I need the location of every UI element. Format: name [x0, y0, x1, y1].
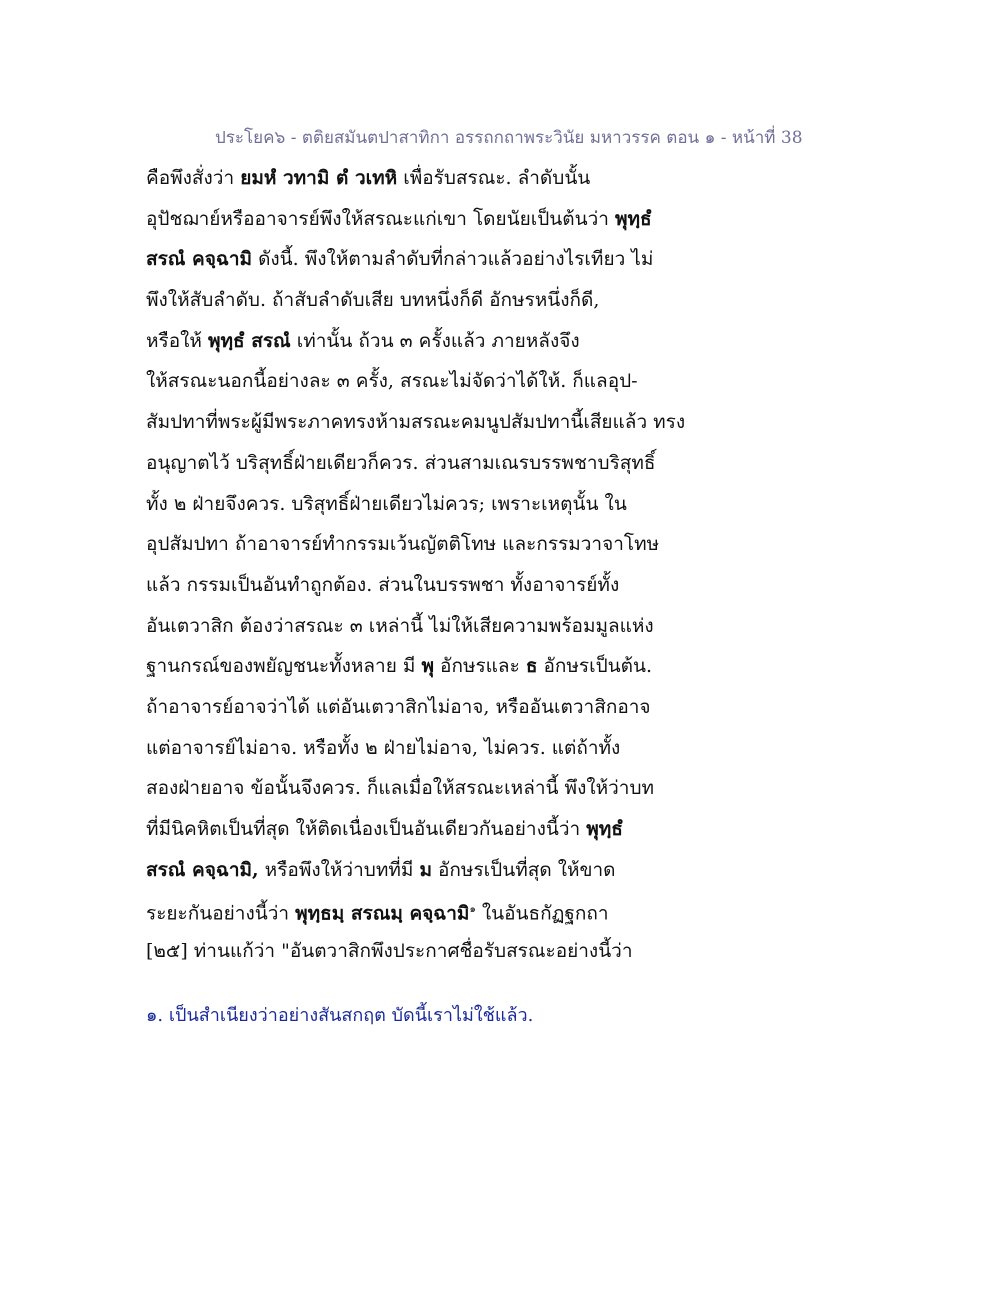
- text-segment: ดังนี้. พึงให้ตามลำดับที่กล่าวแล้วอย่างไรเทียว ไม่: [252, 248, 654, 271]
- text-segment: แล้ว กรรมเป็นอันทำถูกต้อง. ส่วนในบรรพชา ทั้งอาจารย์ทั้ง: [146, 573, 620, 596]
- text-line: [146, 361, 706, 402]
- text-line: [146, 565, 706, 606]
- text-line: [146, 687, 706, 728]
- text-segment: คือพึงสั่งว่า: [146, 167, 241, 189]
- text-segment: อักษรและ: [434, 655, 526, 678]
- text-segment: ฐานกรณ์ของพยัญชนะทั้งหลาย มี: [146, 655, 422, 678]
- text-segment: แต่อาจารย์ไม่อาจ. หรือทั้ง ๒ ฝ่ายไม่อาจ, ไม่ควร. แต่ถ้าทั้ง: [146, 736, 621, 759]
- text-line: [146, 606, 706, 647]
- text-line: [146, 931, 706, 972]
- pali-term: ธ: [525, 655, 538, 678]
- pali-term: สรณํ คจฺฉามิ: [146, 248, 253, 271]
- text-segment: อักษรเป็นต้น.: [537, 655, 653, 678]
- text-line: [146, 890, 706, 931]
- text-segment: หรือให้: [146, 329, 208, 352]
- body-text: [146, 158, 706, 972]
- text-segment: หรือพึงให้ว่าบทที่มี: [258, 858, 420, 881]
- text-line: [146, 402, 706, 443]
- text-line: [146, 280, 706, 321]
- text-segment: สัมปทาที่พระผู้มีพระภาคทรงห้ามสรณะคมนูปสัมปทานี้เสียแล้ว ทรง: [146, 411, 686, 434]
- text-line: [146, 239, 706, 280]
- text-line: [146, 484, 706, 525]
- pali-term: พุทฺธมฺ สรณมฺ คจฺฉามิ: [295, 902, 470, 925]
- pali-term: สรณํ คจฺฉามิ,: [146, 858, 259, 881]
- text-segment: ระยะกันอย่างนี้ว่า: [146, 902, 296, 925]
- footnote: ๑. เป็นสำเนียงว่าอย่างสันสกฤต บัดนี้เราไม่ใช้แล้ว.: [146, 1005, 534, 1026]
- text-segment: อนุญาตไว้ บริสุทธิ์ฝ่ายเดียวก็ควร. ส่วนสามเณรบรรพชาบริสุทธิ์: [146, 451, 656, 474]
- text-segment: อุปัชฌาย์หรืออาจารย์พึงให้สรณะแก่เขา โดยนัยเป็นต้นว่า: [146, 207, 615, 230]
- text-line: [146, 809, 706, 850]
- text-segment: เท่านั้น ถ้วน ๓ ครั้งแล้ว ภายหลังจึง: [290, 329, 580, 352]
- text-line: [146, 768, 706, 809]
- text-line: [146, 524, 706, 565]
- text-segment: พึงให้สับลำดับ. ถ้าสับลำดับเสีย บทหนึ่งก็ดี อักษรหนึ่งก็ดี,: [146, 289, 600, 312]
- pali-term: ยมหํ วทามิ ตํ วเทหิ: [240, 167, 398, 189]
- text-line: [146, 728, 706, 769]
- text-line: [146, 199, 706, 240]
- text-segment: อันเตวาสิก ต้องว่าสรณะ ๓ เหล่านี้ ไม่ให้เสียความพร้อมมูลแห่ง: [146, 614, 654, 637]
- text-line: [146, 321, 706, 362]
- text-line: [146, 646, 706, 687]
- text-segment: อักษรเป็นที่สุด ให้ขาด: [431, 858, 616, 881]
- pali-term: พุทฺธํ: [615, 207, 652, 230]
- text-segment: ถ้าอาจารย์อาจว่าได้ แต่อันเตวาสิกไม่อาจ, หรืออันเตวาสิกอาจ: [146, 695, 651, 718]
- pali-term: พุทฺธํ สรณํ: [207, 329, 291, 352]
- page-header: ประโยค๖ - ตติยสมันตปาสาทิกา อรรถกถาพระวินัย มหาวรรค ตอน ๑ - หน้าที่ 38: [215, 128, 803, 148]
- text-line: [146, 443, 706, 484]
- text-segment: ทั้ง ๒ ฝ่ายจึงควร. บริสุทธิ์ฝ่ายเดียวไม่ควร; เพราะเหตุนั้น ใน: [146, 492, 627, 515]
- pali-term: พุทฺธํ: [586, 818, 623, 840]
- footnote-marker: ๑: [469, 904, 476, 916]
- text-line: [146, 850, 706, 891]
- text-segment: อุปสัมปทา ถ้าอาจารย์ทำกรรมเว้นญัตติโทษ และกรรมวาจาโทษ: [146, 533, 660, 556]
- text-segment: ในอันธกัฏฐกถา: [475, 902, 609, 925]
- pali-term: พุ: [421, 655, 434, 678]
- text-line: [146, 158, 706, 199]
- text-segment: สองฝ่ายอาจ ข้อนั้นจึงควร. ก็แลเมื่อให้สรณะเหล่านี้ พึงให้ว่าบท: [146, 777, 655, 800]
- pali-term: ม: [419, 858, 432, 881]
- text-segment: เพื่อรับสรณะ. ลำดับนั้น: [397, 167, 591, 189]
- text-segment: ให้สรณะนอกนี้อย่างละ ๓ ครั้ง, สรณะไม่จัดว่าได้ให้. ก็แลอุป-: [146, 370, 638, 393]
- text-segment: ที่มีนิคหิตเป็นที่สุด ให้ติดเนื่องเป็นอันเดียวกันอย่างนี้ว่า: [146, 818, 587, 840]
- text-segment: [๒๕] ท่านแก้ว่า "อันตวาสิกพึงประกาศชื่อรับสรณะอย่างนี้ว่า: [146, 940, 633, 963]
